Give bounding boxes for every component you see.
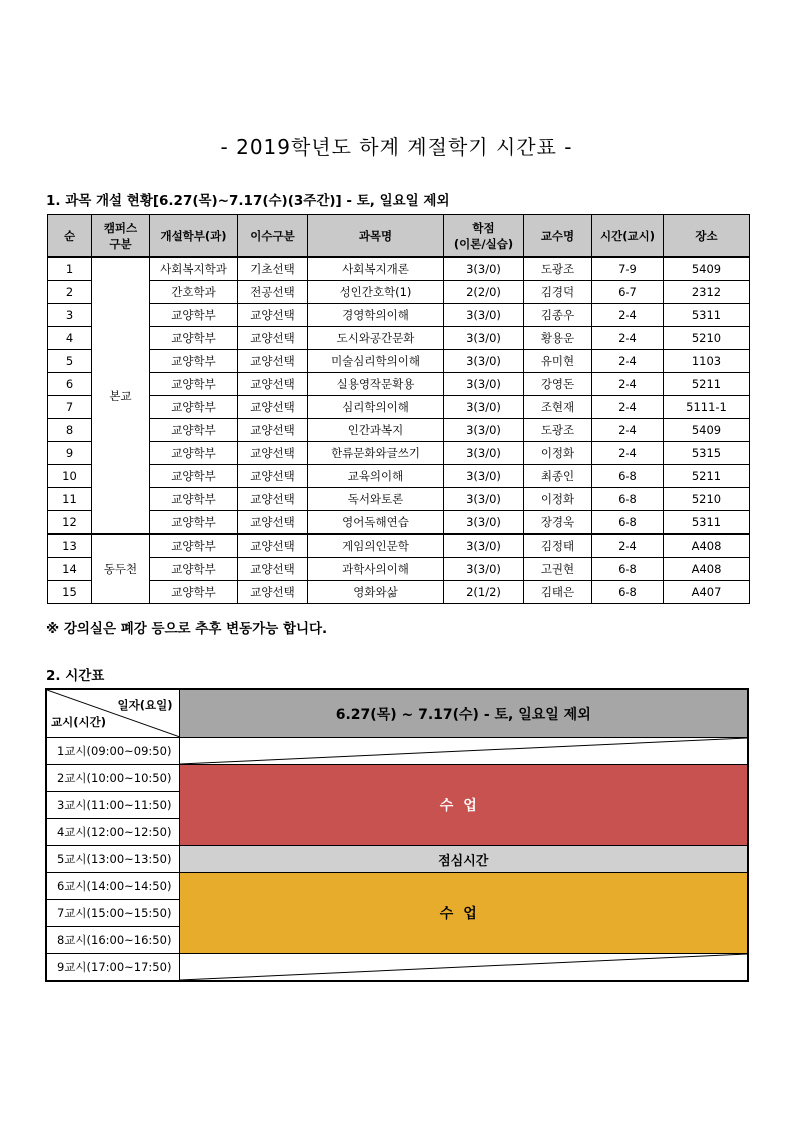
cell-category: 교양선택: [238, 465, 308, 488]
cell-dept: 교양학부: [150, 304, 238, 327]
cell-course: 영화와삶: [308, 581, 444, 604]
cell-course: 성인간호학(1): [308, 281, 444, 304]
table-row: [48, 465, 750, 488]
header-course: 과목명: [308, 215, 444, 258]
table-row: [48, 558, 750, 581]
cell-course: 독서와토론: [308, 488, 444, 511]
cell-professor: 도광조: [524, 419, 592, 442]
cell-dept: 교양학부: [150, 419, 238, 442]
cell-professor: 이정화: [524, 488, 592, 511]
cell-no: 5: [48, 350, 92, 373]
cell-course: 영어독해연습: [308, 511, 444, 535]
page-title: - 2019학년도 하계 계절학기 시간표 -: [220, 135, 573, 159]
cell-credit: 3(3/0): [444, 419, 524, 442]
cell-no: 9: [48, 442, 92, 465]
cell-dept: 교양학부: [150, 534, 238, 558]
cell-credit: 3(3/0): [444, 488, 524, 511]
cell-room: 5409: [664, 419, 750, 442]
afternoon-class-block: 수업: [179, 873, 748, 954]
table-row: [48, 304, 750, 327]
cell-no: 6: [48, 373, 92, 396]
header-credit-line2: (이론/실습): [453, 236, 514, 251]
slot-8: 8교시(16:00~16:50): [46, 927, 179, 954]
course-table-header: [48, 215, 750, 258]
cell-dept: 교양학부: [150, 465, 238, 488]
cell-professor: 김경덕: [524, 281, 592, 304]
cell-professor: 최종인: [524, 465, 592, 488]
cell-dept: 교양학부: [150, 442, 238, 465]
classroom-change-note: ※ 강의실은 폐강 등으로 추후 변동가능 합니다.: [46, 621, 328, 637]
table-row: [48, 373, 750, 396]
cell-professor: 김종우: [524, 304, 592, 327]
cell-time: 6-8: [592, 581, 664, 604]
cell-credit: 3(3/0): [444, 465, 524, 488]
slot-4: 4교시(12:00~12:50): [46, 819, 179, 846]
cell-category: 교양선택: [238, 327, 308, 350]
cell-room: A408: [664, 558, 750, 581]
cell-time: 2-4: [592, 396, 664, 419]
cell-dept: 교양학부: [150, 327, 238, 350]
cell-time: 2-4: [592, 350, 664, 373]
table-row: [48, 511, 750, 535]
cell-dept: 간호학과: [150, 281, 238, 304]
cell-category: 교양선택: [238, 511, 308, 535]
cell-category: 기초선택: [238, 257, 308, 281]
cell-room: 2312: [664, 281, 750, 304]
header-no: 순: [48, 215, 92, 258]
cell-no: 3: [48, 304, 92, 327]
header-credit-line1: 학점: [472, 220, 495, 235]
cell-course: 게임의인문학: [308, 534, 444, 558]
cell-dept: 교양학부: [150, 488, 238, 511]
cell-dept: 교양학부: [150, 373, 238, 396]
cell-course: 교육의이해: [308, 465, 444, 488]
section-course-offerings-heading: 1. 과목 개설 현황[6.27(목)~7.17(수)(3주간)] - 토, 일요일 제외: [46, 193, 450, 209]
slot-9-diagonal: [180, 954, 748, 980]
cell-course: 실용영작문확용: [308, 373, 444, 396]
cell-credit: 3(3/0): [444, 350, 524, 373]
cell-no: 4: [48, 327, 92, 350]
cell-time: 2-4: [592, 373, 664, 396]
cell-dept: 교양학부: [150, 350, 238, 373]
cell-room: 5311: [664, 304, 750, 327]
cell-time: 7-9: [592, 257, 664, 281]
cell-time: 2-4: [592, 534, 664, 558]
timetable: [45, 688, 749, 982]
slot-2: 2교시(10:00~10:50): [46, 765, 179, 792]
cell-professor: 도광조: [524, 257, 592, 281]
cell-credit: 3(3/0): [444, 304, 524, 327]
cell-no: 7: [48, 396, 92, 419]
cell-course: 심리학의이해: [308, 396, 444, 419]
cell-credit: 3(3/0): [444, 373, 524, 396]
cell-room: A408: [664, 534, 750, 558]
cell-no: 15: [48, 581, 92, 604]
cell-credit: 3(3/0): [444, 396, 524, 419]
cell-no: 10: [48, 465, 92, 488]
cell-room: 5210: [664, 327, 750, 350]
cell-course: 도시와공간문화: [308, 327, 444, 350]
table-row: [48, 488, 750, 511]
cell-no: 13: [48, 534, 92, 558]
header-professor: 교수명: [524, 215, 592, 258]
cell-no: 2: [48, 281, 92, 304]
table-row: [48, 581, 750, 604]
lunch-block: 점심시간: [179, 846, 748, 873]
cell-time: 6-7: [592, 281, 664, 304]
cell-category: 교양선택: [238, 534, 308, 558]
cell-professor: 조현재: [524, 396, 592, 419]
table-row: [48, 281, 750, 304]
cell-category: 교양선택: [238, 442, 308, 465]
table-row: [48, 396, 750, 419]
corner-date-label: 일자(요일): [117, 698, 173, 712]
header-time: 시간(교시): [592, 215, 664, 258]
slot-7: 7교시(15:00~15:50): [46, 900, 179, 927]
header-campus-line2: 구분: [109, 236, 132, 251]
cell-credit: 3(3/0): [444, 257, 524, 281]
cell-professor: 강영돈: [524, 373, 592, 396]
header-category: 이수구분: [238, 215, 308, 258]
cell-professor: 황용운: [524, 327, 592, 350]
cell-time: 2-4: [592, 419, 664, 442]
cell-room: 5211: [664, 373, 750, 396]
table-row: [48, 442, 750, 465]
header-room: 장소: [664, 215, 750, 258]
cell-category: 교양선택: [238, 373, 308, 396]
slot-6: 6교시(14:00~14:50): [46, 873, 179, 900]
cell-campus: 동두천: [92, 534, 150, 604]
cell-course: 경영학의이해: [308, 304, 444, 327]
cell-room: A407: [664, 581, 750, 604]
morning-class-block: 수업: [179, 765, 748, 846]
cell-category: 교양선택: [238, 581, 308, 604]
cell-category: 교양선택: [238, 488, 308, 511]
cell-professor: 유미현: [524, 350, 592, 373]
cell-time: 2-4: [592, 442, 664, 465]
cell-credit: 2(1/2): [444, 581, 524, 604]
cell-category: 교양선택: [238, 350, 308, 373]
slot-5: 5교시(13:00~13:50): [46, 846, 179, 873]
cell-time: 6-8: [592, 511, 664, 535]
table-row: [48, 350, 750, 373]
cell-dept: 교양학부: [150, 511, 238, 535]
course-table: [47, 214, 750, 604]
cell-course: 과학사의이해: [308, 558, 444, 581]
table-row: [48, 257, 750, 281]
cell-course: 미술심리학의이해: [308, 350, 444, 373]
header-campus-line1: 캠퍼스: [103, 220, 138, 235]
cell-course: 인간과복지: [308, 419, 444, 442]
slot-3: 3교시(11:00~11:50): [46, 792, 179, 819]
cell-credit: 3(3/0): [444, 534, 524, 558]
cell-room: 5210: [664, 488, 750, 511]
cell-no: 11: [48, 488, 92, 511]
slot-9-empty: [179, 954, 748, 982]
cell-campus: 본교: [92, 257, 150, 534]
cell-credit: 3(3/0): [444, 327, 524, 350]
cell-dept: 교양학부: [150, 581, 238, 604]
cell-time: 2-4: [592, 327, 664, 350]
header-credit: [444, 215, 524, 258]
cell-room: 5409: [664, 257, 750, 281]
cell-credit: 3(3/0): [444, 511, 524, 535]
cell-credit: 3(3/0): [444, 442, 524, 465]
cell-professor: 고권현: [524, 558, 592, 581]
corner-period-label: 교시(시간): [51, 715, 106, 729]
cell-professor: 김태은: [524, 581, 592, 604]
table-row: [48, 419, 750, 442]
cell-category: 교양선택: [238, 304, 308, 327]
table-row: [48, 327, 750, 350]
slot-1-diagonal: [180, 738, 748, 764]
cell-no: 12: [48, 511, 92, 535]
cell-room: 5315: [664, 442, 750, 465]
table-row: [48, 534, 750, 558]
timetable-corner: [46, 689, 179, 738]
cell-time: 6-8: [592, 465, 664, 488]
header-dept: 개설학부(과): [150, 215, 238, 258]
cell-no: 14: [48, 558, 92, 581]
cell-category: 교양선택: [238, 396, 308, 419]
cell-dept: 교양학부: [150, 396, 238, 419]
slot-1-empty: [179, 738, 748, 765]
cell-room: 5311: [664, 511, 750, 535]
slot-1: 1교시(09:00~09:50): [46, 738, 179, 765]
cell-no: 8: [48, 419, 92, 442]
cell-room: 1103: [664, 350, 750, 373]
cell-room: 5111-1: [664, 396, 750, 419]
cell-time: 6-8: [592, 488, 664, 511]
cell-room: 5211: [664, 465, 750, 488]
cell-course: 사회복지개론: [308, 257, 444, 281]
cell-dept: 사회복지학과: [150, 257, 238, 281]
cell-course: 한류문화와글쓰기: [308, 442, 444, 465]
cell-time: 6-8: [592, 558, 664, 581]
cell-no: 1: [48, 257, 92, 281]
cell-professor: 이정화: [524, 442, 592, 465]
cell-professor: 장경욱: [524, 511, 592, 535]
cell-credit: 2(2/0): [444, 281, 524, 304]
cell-credit: 3(3/0): [444, 558, 524, 581]
cell-dept: 교양학부: [150, 558, 238, 581]
header-campus: [92, 215, 150, 258]
cell-category: 전공선택: [238, 281, 308, 304]
cell-time: 2-4: [592, 304, 664, 327]
cell-category: 교양선택: [238, 558, 308, 581]
slot-9: 9교시(17:00~17:50): [46, 954, 179, 982]
section-timetable-heading: 2. 시간표: [46, 668, 105, 684]
cell-professor: 김정태: [524, 534, 592, 558]
timetable-period-header: 6.27(목) ~ 7.17(수) - 토, 일요일 제외: [179, 689, 748, 738]
cell-category: 교양선택: [238, 419, 308, 442]
